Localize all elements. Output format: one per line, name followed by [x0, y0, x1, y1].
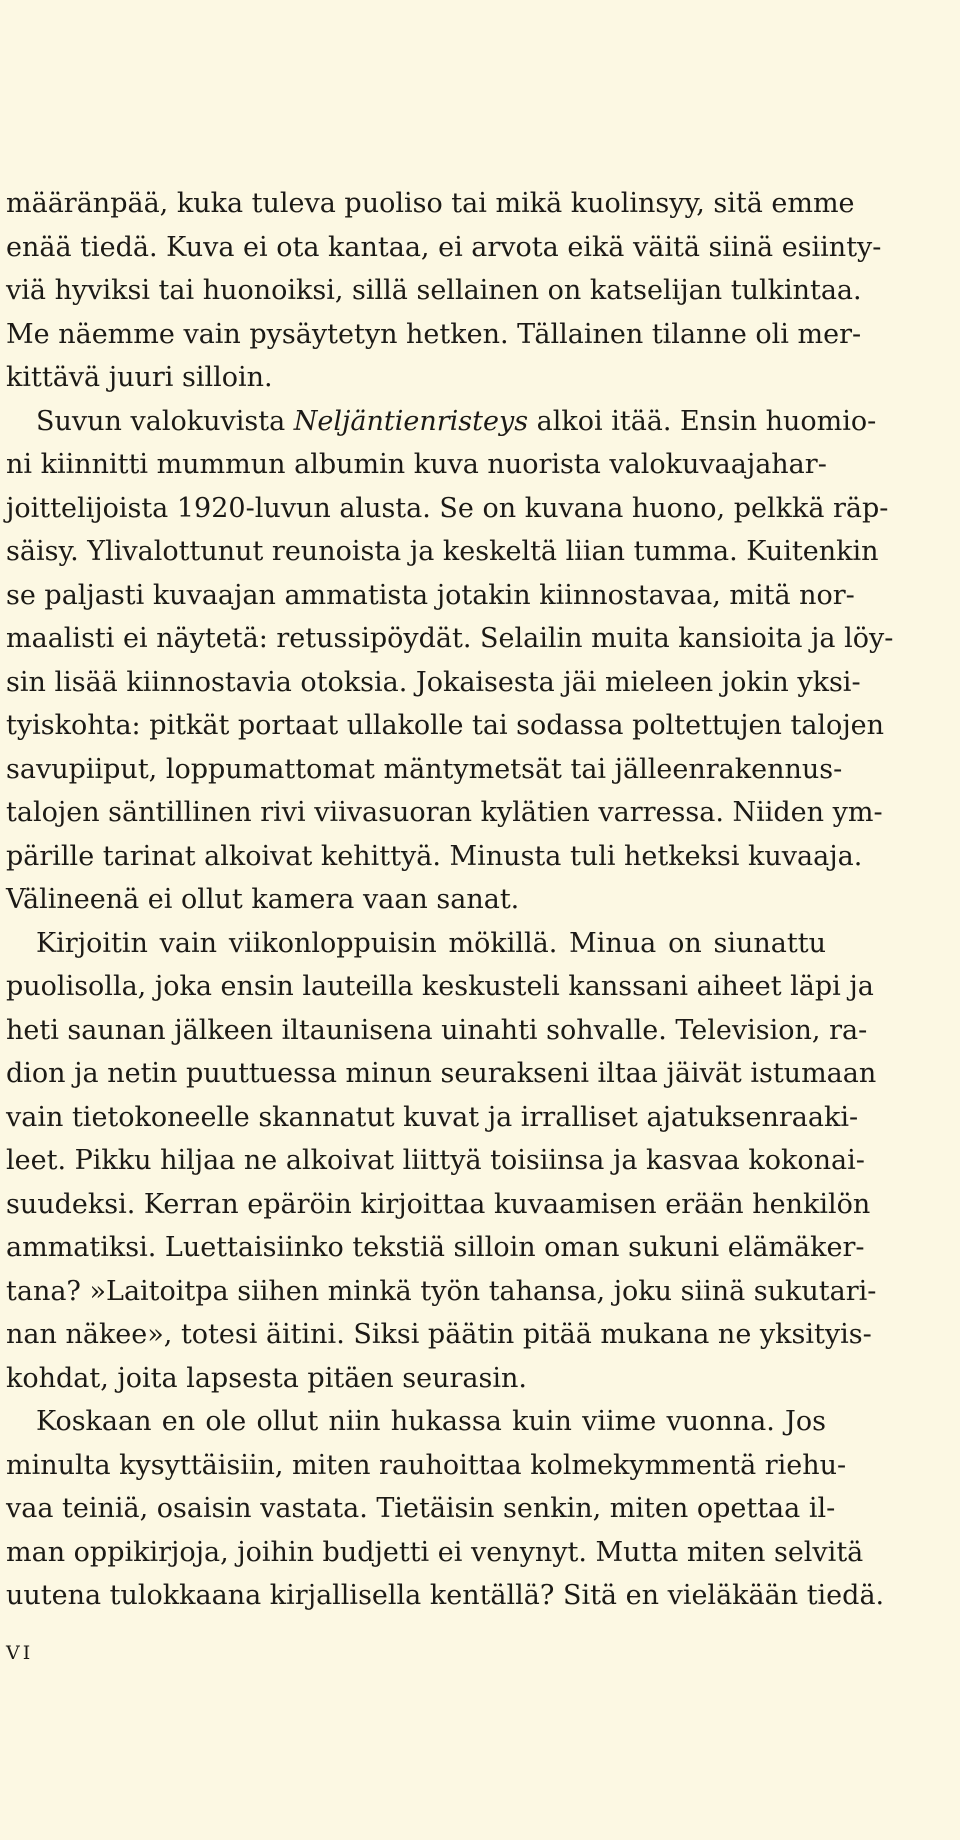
text-line: uutena tulokkaana kirjallisella kentällä? Sitä en vieläkään tiedä.	[6, 1580, 885, 1611]
text-line: minulta kysyttäisiin, miten rauhoittaa kolmekymmentä riehu-	[6, 1449, 847, 1481]
paragraph	[6, 1400, 885, 1618]
paragraph	[6, 400, 894, 922]
text-line: savupiiput, loppumattomat mäntymetsät tai jälleenrakennus-	[6, 753, 843, 785]
text-line: Me näemme vain pysäytetyn hetken. Tällainen tilanne oli mer-	[6, 318, 862, 350]
text-line: man oppikirjoja, joihin budjetti ei venynyt. Mutta miten selvitä	[6, 1536, 864, 1568]
text-line: määränpää, kuka tuleva puoliso tai mikä kuolinsyy, sitä emme	[6, 188, 855, 219]
text-line: maalisti ei näytetä: retussipöydät. Selailin muita kansioita ja löy-	[6, 623, 894, 654]
text-line: joittelijoista 1920-luvun alusta. Se on kuvana huono, pelkkä räp-	[6, 492, 889, 524]
text-line: viä hyviksi tai huonoiksi, sillä sellainen on katselijan tulkintaa.	[6, 275, 862, 306]
text-line: suudeksi. Kerran epäröin kirjoittaa kuvaamisen erään henkilön	[6, 1188, 871, 1220]
text-line: puolisolla, joka ensin lauteilla keskusteli kanssani aiheet läpi ja	[6, 971, 874, 1002]
text-line: Kirjoitin vain viikonloppuisin mökillä. Minua on siunattu	[36, 927, 826, 959]
text-line: säisy. Ylivalottunut reunoista ja keskeltä liian tumma. Kuitenkin	[6, 536, 879, 567]
italic-title: Neljäntienristeys	[293, 405, 529, 437]
text-line: tyiskohta: pitkät portaat ullakolle tai sodassa poltettujen talojen	[6, 710, 885, 741]
text-line: enää tiedä. Kuva ei ota kantaa, ei arvota eikä väitä siinä esiinty-	[6, 231, 882, 263]
text-line: vain tietokoneelle skannatut kuvat ja irralliset ajatuksenraaki-	[6, 1101, 859, 1133]
text-line: ammatiksi. Luettaisiinko tekstiä silloin oman sukuni elämäker-	[6, 1232, 865, 1263]
text-line: heti saunan jälkeen iltaunisena uinahti sohvalle. Television, ra-	[6, 1014, 868, 1046]
text-line: tana? »Laitoitpa siihen minkä työn tahansa, joku siinä sukutari-	[6, 1275, 877, 1307]
paragraph	[6, 922, 877, 1401]
text-line: pärille tarinat alkoivat kehittyä. Minusta tuli hetkeksi kuvaaja.	[6, 840, 863, 872]
paragraph	[6, 182, 882, 400]
text-line: leet. Pikku hiljaa ne alkoivat liittyä toisiinsa ja kasvaa kokonai-	[6, 1145, 865, 1176]
text-line: dion ja netin puuttuessa minun seurakseni iltaa jäivät istumaan	[6, 1058, 877, 1089]
text-line: kohdat, joita lapsesta pitäen seurasin.	[6, 1362, 527, 1394]
text-line: vaa teiniä, osaisin vastata. Tietäisin senkin, miten opettaa il-	[6, 1493, 836, 1524]
body-text	[6, 182, 894, 1618]
text-line: kittävä juuri silloin.	[6, 362, 273, 393]
text-line: nan näkee», totesi äitini. Siksi päätin pitää mukana ne yksityis-	[6, 1319, 872, 1350]
text-line: talojen säntillinen rivi viivasuoran kylätien varressa. Niiden ym-	[6, 797, 883, 828]
text-line: sin lisää kiinnostavia otoksia. Jokaisesta jäi mieleen jokin yksi-	[6, 666, 861, 698]
page-number: VI	[6, 1642, 34, 1664]
text-line: Suvun valokuvista Neljäntienristeys alkoi itää. Ensin huomio-	[36, 405, 877, 437]
text-line: Välineenä ei ollut kamera vaan sanat.	[6, 884, 520, 915]
text-line: se paljasti kuvaajan ammatista jotakin kiinnostavaa, mitä nor-	[6, 579, 855, 611]
text-line: ni kiinnitti mummun albumin kuva nuorista valokuvaajahar-	[6, 449, 827, 480]
text-line: Koskaan en ole ollut niin hukassa kuin viime vuonna. Jos	[36, 1406, 826, 1437]
